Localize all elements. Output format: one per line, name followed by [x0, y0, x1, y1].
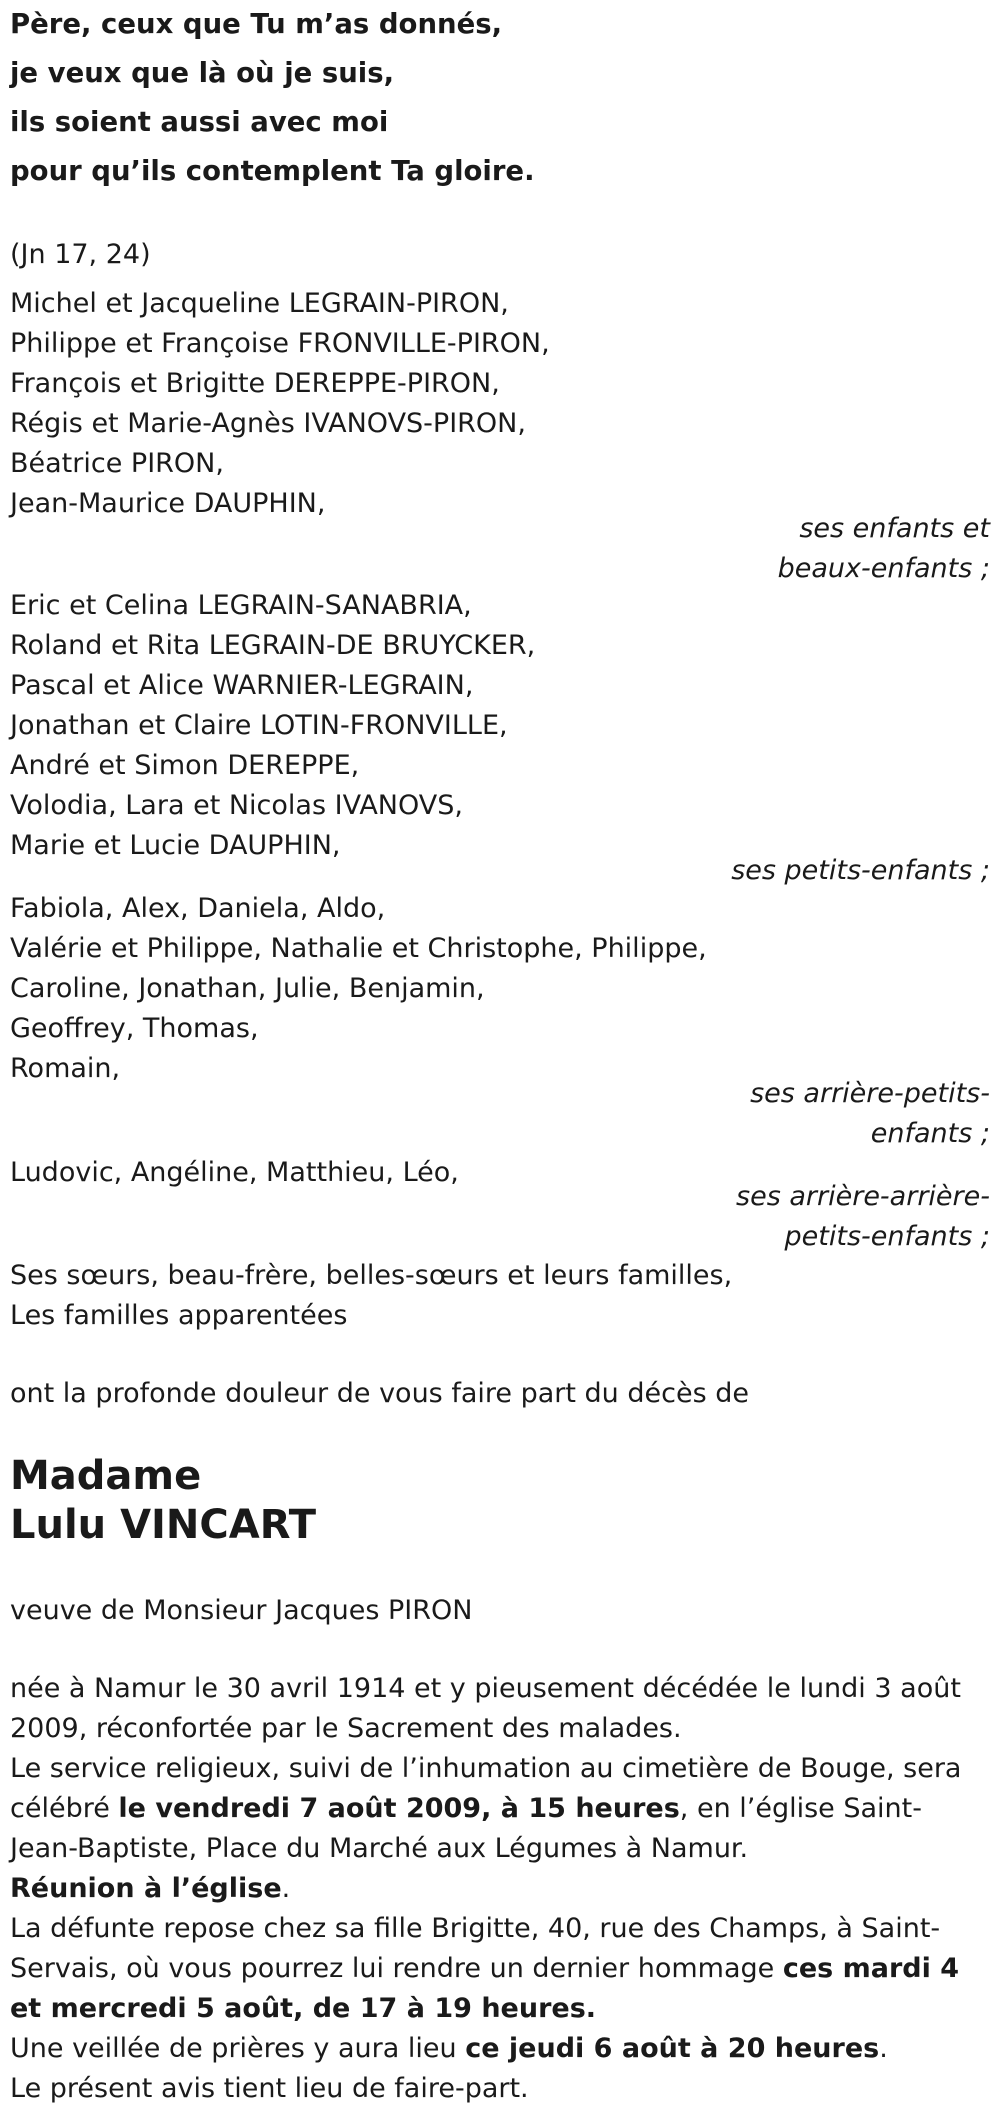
service-text: Le service religieux, suivi de l’inhumation au cimetière de Bouge, sera célébré le vendredi 7 août 2009, à 15 heures, en l’église Saint-Jean-Baptiste, Place du Marché aux Légumes à Namur. [10, 1753, 962, 1864]
list-item: Ludovic, Angéline, Matthieu, Léo, [10, 1157, 459, 1188]
closing-text: Le présent avis tient lieu de faire-part. [10, 2073, 529, 2104]
birth-death-text: née à Namur le 30 avril 1914 et y pieusement décédée le lundi 3 août 2009, réconfortée par le Sacrement des malades. [10, 1673, 961, 1744]
list-item: Jean-Maurice DAUPHIN, [10, 488, 326, 519]
list-item: Fabiola, Alex, Daniela, Aldo, [10, 893, 386, 924]
list-item: Roland et Rita LEGRAIN-DE BRUYCKER, [10, 630, 536, 661]
great-grandchildren-role: ses arrière-petits- enfants ; [750, 1078, 990, 1149]
children-role: ses enfants et beaux-enfants ; [777, 513, 990, 584]
verse-reference: (Jn 17, 24) [10, 239, 151, 270]
list-item: Eric et Celina LEGRAIN-SANABRIA, [10, 590, 472, 621]
vigil-text: Une veillée de prières y aura lieu ce jeudi 6 août à 20 heures. [10, 2033, 888, 2064]
list-item: Volodia, Lara et Nicolas IVANOVS, [10, 790, 463, 821]
list-item: Philippe et Françoise FRONVILLE-PIRON, [10, 328, 550, 359]
reunion-label: Réunion à l’église [10, 1873, 282, 1904]
list-item: François et Brigitte DEREPPE-PIRON, [10, 368, 500, 399]
vigil-date: ce jeudi 6 août à 20 heures [465, 2033, 880, 2064]
widow-of-text: veuve de Monsieur Jacques PIRON [10, 1595, 473, 1626]
deceased-title: Madame [10, 1453, 202, 1499]
verse-line: pour qu’ils contemplent Ta gloire. [10, 155, 535, 187]
verse-line: je veux que là où je suis, [10, 57, 395, 89]
list-item: Ses sœurs, beau-frère, belles-sœurs et leurs familles, [10, 1260, 733, 1291]
list-item: Jonathan et Claire LOTIN-FRONVILLE, [10, 710, 508, 741]
deceased-block [10, 1452, 990, 1550]
list-item: Caroline, Jonathan, Julie, Benjamin, [10, 973, 485, 1004]
deceased-name: Lulu VINCART [10, 1502, 316, 1548]
other-family [10, 1256, 990, 1336]
list-item: Geoffrey, Thomas, [10, 1013, 259, 1044]
service-date: le vendredi 7 août 2009, à 15 heures [118, 1793, 680, 1824]
list-item: Michel et Jacqueline LEGRAIN-PIRON, [10, 288, 509, 319]
great-great-grandchildren-role: ses arrière-arrière- petits-enfants ; [736, 1181, 990, 1252]
verse-block [10, 0, 990, 196]
list-item: Valérie et Philippe, Nathalie et Christophe, Philippe, [10, 933, 707, 964]
list-item: Béatrice PIRON, [10, 448, 224, 479]
verse-line: ils soient aussi avec moi [10, 106, 389, 138]
details-block [10, 1669, 975, 2109]
list-item: Les familles apparentées [10, 1300, 348, 1331]
list-item: Régis et Marie-Agnès IVANOVS-PIRON, [10, 408, 526, 439]
children-list [10, 284, 990, 524]
list-item: Marie et Lucie DAUPHIN, [10, 830, 341, 861]
grandchildren-role: ses petits-enfants ; [731, 855, 990, 886]
grandchildren-list [10, 586, 990, 866]
list-item: Romain, [10, 1053, 121, 1084]
announcement-text: ont la profonde douleur de vous faire part du décès de [10, 1378, 749, 1409]
reunion-text: Réunion à l’église. [10, 1873, 291, 1904]
verse-line: Père, ceux que Tu m’as donnés, [10, 8, 503, 40]
visit-dates: ces mardi 4 et mercredi 5 août, de 17 à 19 heures. [10, 1953, 960, 2024]
list-item: André et Simon DEREPPE, [10, 750, 360, 781]
visit-text: La défunte repose chez sa fille Brigitte, 40, rue des Champs, à Saint-Servais, où vous pourrez lui rendre un dernier hommage ces mardi 4 et mercredi 5 août, de 17 à 19 heures. [10, 1913, 960, 2024]
great-grandchildren-list [10, 889, 990, 1089]
list-item: Pascal et Alice WARNIER-LEGRAIN, [10, 670, 474, 701]
